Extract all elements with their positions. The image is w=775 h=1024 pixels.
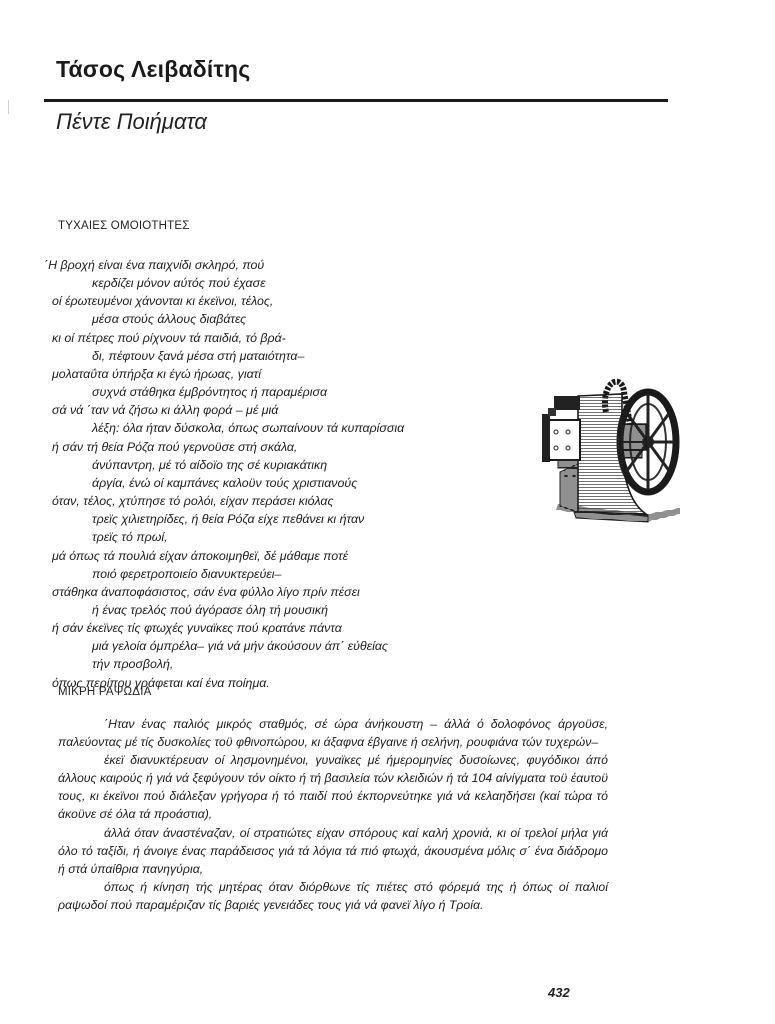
prose-paragraph: άλλά όταν άναστέναζαν, οί στρατιώτες είχαν σπόρους καί καλή χρονιά, κι οί τρελοί μήλα γιά όλο τό ταξίδι, ή άνοιγε ένας παράδεισος γιά τά λόγια τά πιό φτωχά, άκουσμένα μόλις σ΄ ένα διάδρομο ή στά ύπαίθρια πανηγύρια,: [58, 825, 608, 876]
poem-line: ή σάν τή θεία Ρόζα πού γερνοϋσε στή σκάλα,: [52, 439, 298, 454]
poem-line: δι, πέφτουν ξανά μέσα στή ματαιότητα–: [92, 348, 305, 363]
poem-title: ΜΙΚΡΗ ΡΑΨΩΔΙΑ: [58, 686, 152, 698]
poem-line: τρεϊς τό πρωί,: [92, 530, 168, 545]
poem-line: λέξη: όλα ήταν δύσκολα, όπως σωπαίνουν τά κυπαρίσσια: [92, 421, 405, 436]
poem-line: ΄Η βροχή είναι ένα παιχνίδι σκληρό, πού: [44, 258, 265, 272]
prose-paragraph: όπως ή κίνηση τής μητέρας όταν διόρθωνε τίς πιέτες στό φόρεμά της ή όπως οί παλιοί ραψωδοί πού παραμέριζαν τίς βαριές γενειάδες τους γιά νά φανεϊ λίγο ή Τροία.: [58, 879, 608, 912]
margin-mark: [8, 100, 9, 114]
poem-line: κι οί πέτρες πού ρίχνουν τά παιδιά, τό βρά-: [52, 330, 286, 345]
poem-line: οί έρωτευμένοι χάνονται κι έκεϊνοι, τέλος,: [52, 294, 274, 309]
poem-line: κερδίζει μόνον αύτός πού έχασε: [92, 276, 266, 291]
poem-line: συχνά στάθηκα έμβρόντητος ή παραμέρισα: [92, 385, 328, 400]
poem-body: [44, 256, 512, 692]
poem-line: στάθηκα άναποφάσιστος, σάν ένα φύλλο λίγο πρίν πέσει: [52, 584, 360, 599]
header-rule: [44, 99, 668, 102]
printing-press-icon: [538, 372, 688, 524]
poem-line: σά νά ΄ταν νά ζήσω κι άλλη φορά – μέ μιά: [52, 403, 279, 418]
prose-paragraph: έκεϊ διανυκτέρευαν οί λησμονημένοι, γυναϊκες μέ ήμερομηνίες δυσοίωνες, φυγόδικοι άπό άλλους καιρούς ή γιά νά ξεφύγουν τόν οίκτο ή τή βασιλεία τών κλειδιών ή τά 104 αίνίγματα τοϋ έαυτοϋ τους, κι έκεϊνοι πού διάλεξαν γρήγορα ή τό παιδί πού έκπορνεύτηκε γιά νά κελαηδήσει (καί τώρα τό άκοϋνε σέ όλα τά προάστια),: [58, 753, 608, 822]
prose-poem-body: [58, 715, 608, 914]
poem-title: ΤΥΧΑΙΕΣ ΟΜΟΙΟΤΗΤΕΣ: [58, 220, 190, 232]
poem-line: τρεϊς χιλιετηρίδες, ή θεία Ρόζα είχε πεθάνει κι ήταν: [92, 512, 365, 527]
prose-paragraph: ΄Ηταν ένας παλιός μικρός σταθμός, σέ ώρα άνήκουστη – άλλά ό δολοφόνος άργοϋσε, παλεύοντας μέ τίς δυσκολίες τοϋ φθινοπώρου, κι άξαφνα έβγαινε ή σελήνη, ρουφιάνα τών τυχερών–: [58, 717, 608, 750]
poem-line: μιά γελοία όμπρέλα– γιά νά μήν άκούσουν άπ΄ εύθείας: [92, 639, 388, 654]
author-name: Τάσος Λειβαδίτης: [56, 56, 251, 82]
poem-line: μά όπως τά πουλιά είχαν άποκοιμηθεϊ, δέ μάθαμε ποτέ: [52, 548, 349, 563]
poem-line: μέσα στούς άλλους διαβάτες: [92, 312, 247, 327]
poem-line: ποιό φερετροποιείο διανυκτερεύει–: [92, 566, 282, 581]
poem-line: όπως περίπου γράφεται καί ένα ποίημα.: [52, 675, 270, 690]
collection-title: Πέντε Ποιήματα: [56, 109, 207, 134]
poem-line: άργία, ένώ οί καμπάνες καλοϋν τούς χριστιανούς: [92, 475, 358, 490]
poem-line: όταν, τέλος, χτύπησε τό ρολόι, είχαν περάσει κιόλας: [52, 494, 334, 509]
poem-line: ή σάν έκεϊνες τίς φτωχές γυναϊκες πού κρατάνε πάντα: [52, 621, 342, 636]
poem-line: μολαταΰτα ύπήρξα κι έγώ ήρωας, γιατί: [52, 366, 262, 381]
poem-line: ή ένας τρελός πού άγόρασε όλη τή μουσική: [92, 602, 328, 617]
poem-line: τήν προσβολή,: [92, 657, 174, 672]
poem-line: άνύπαντρη, μέ τό αίδοϊο της σέ κυριακάτικη: [92, 457, 328, 472]
page-number: 432: [548, 985, 570, 1000]
